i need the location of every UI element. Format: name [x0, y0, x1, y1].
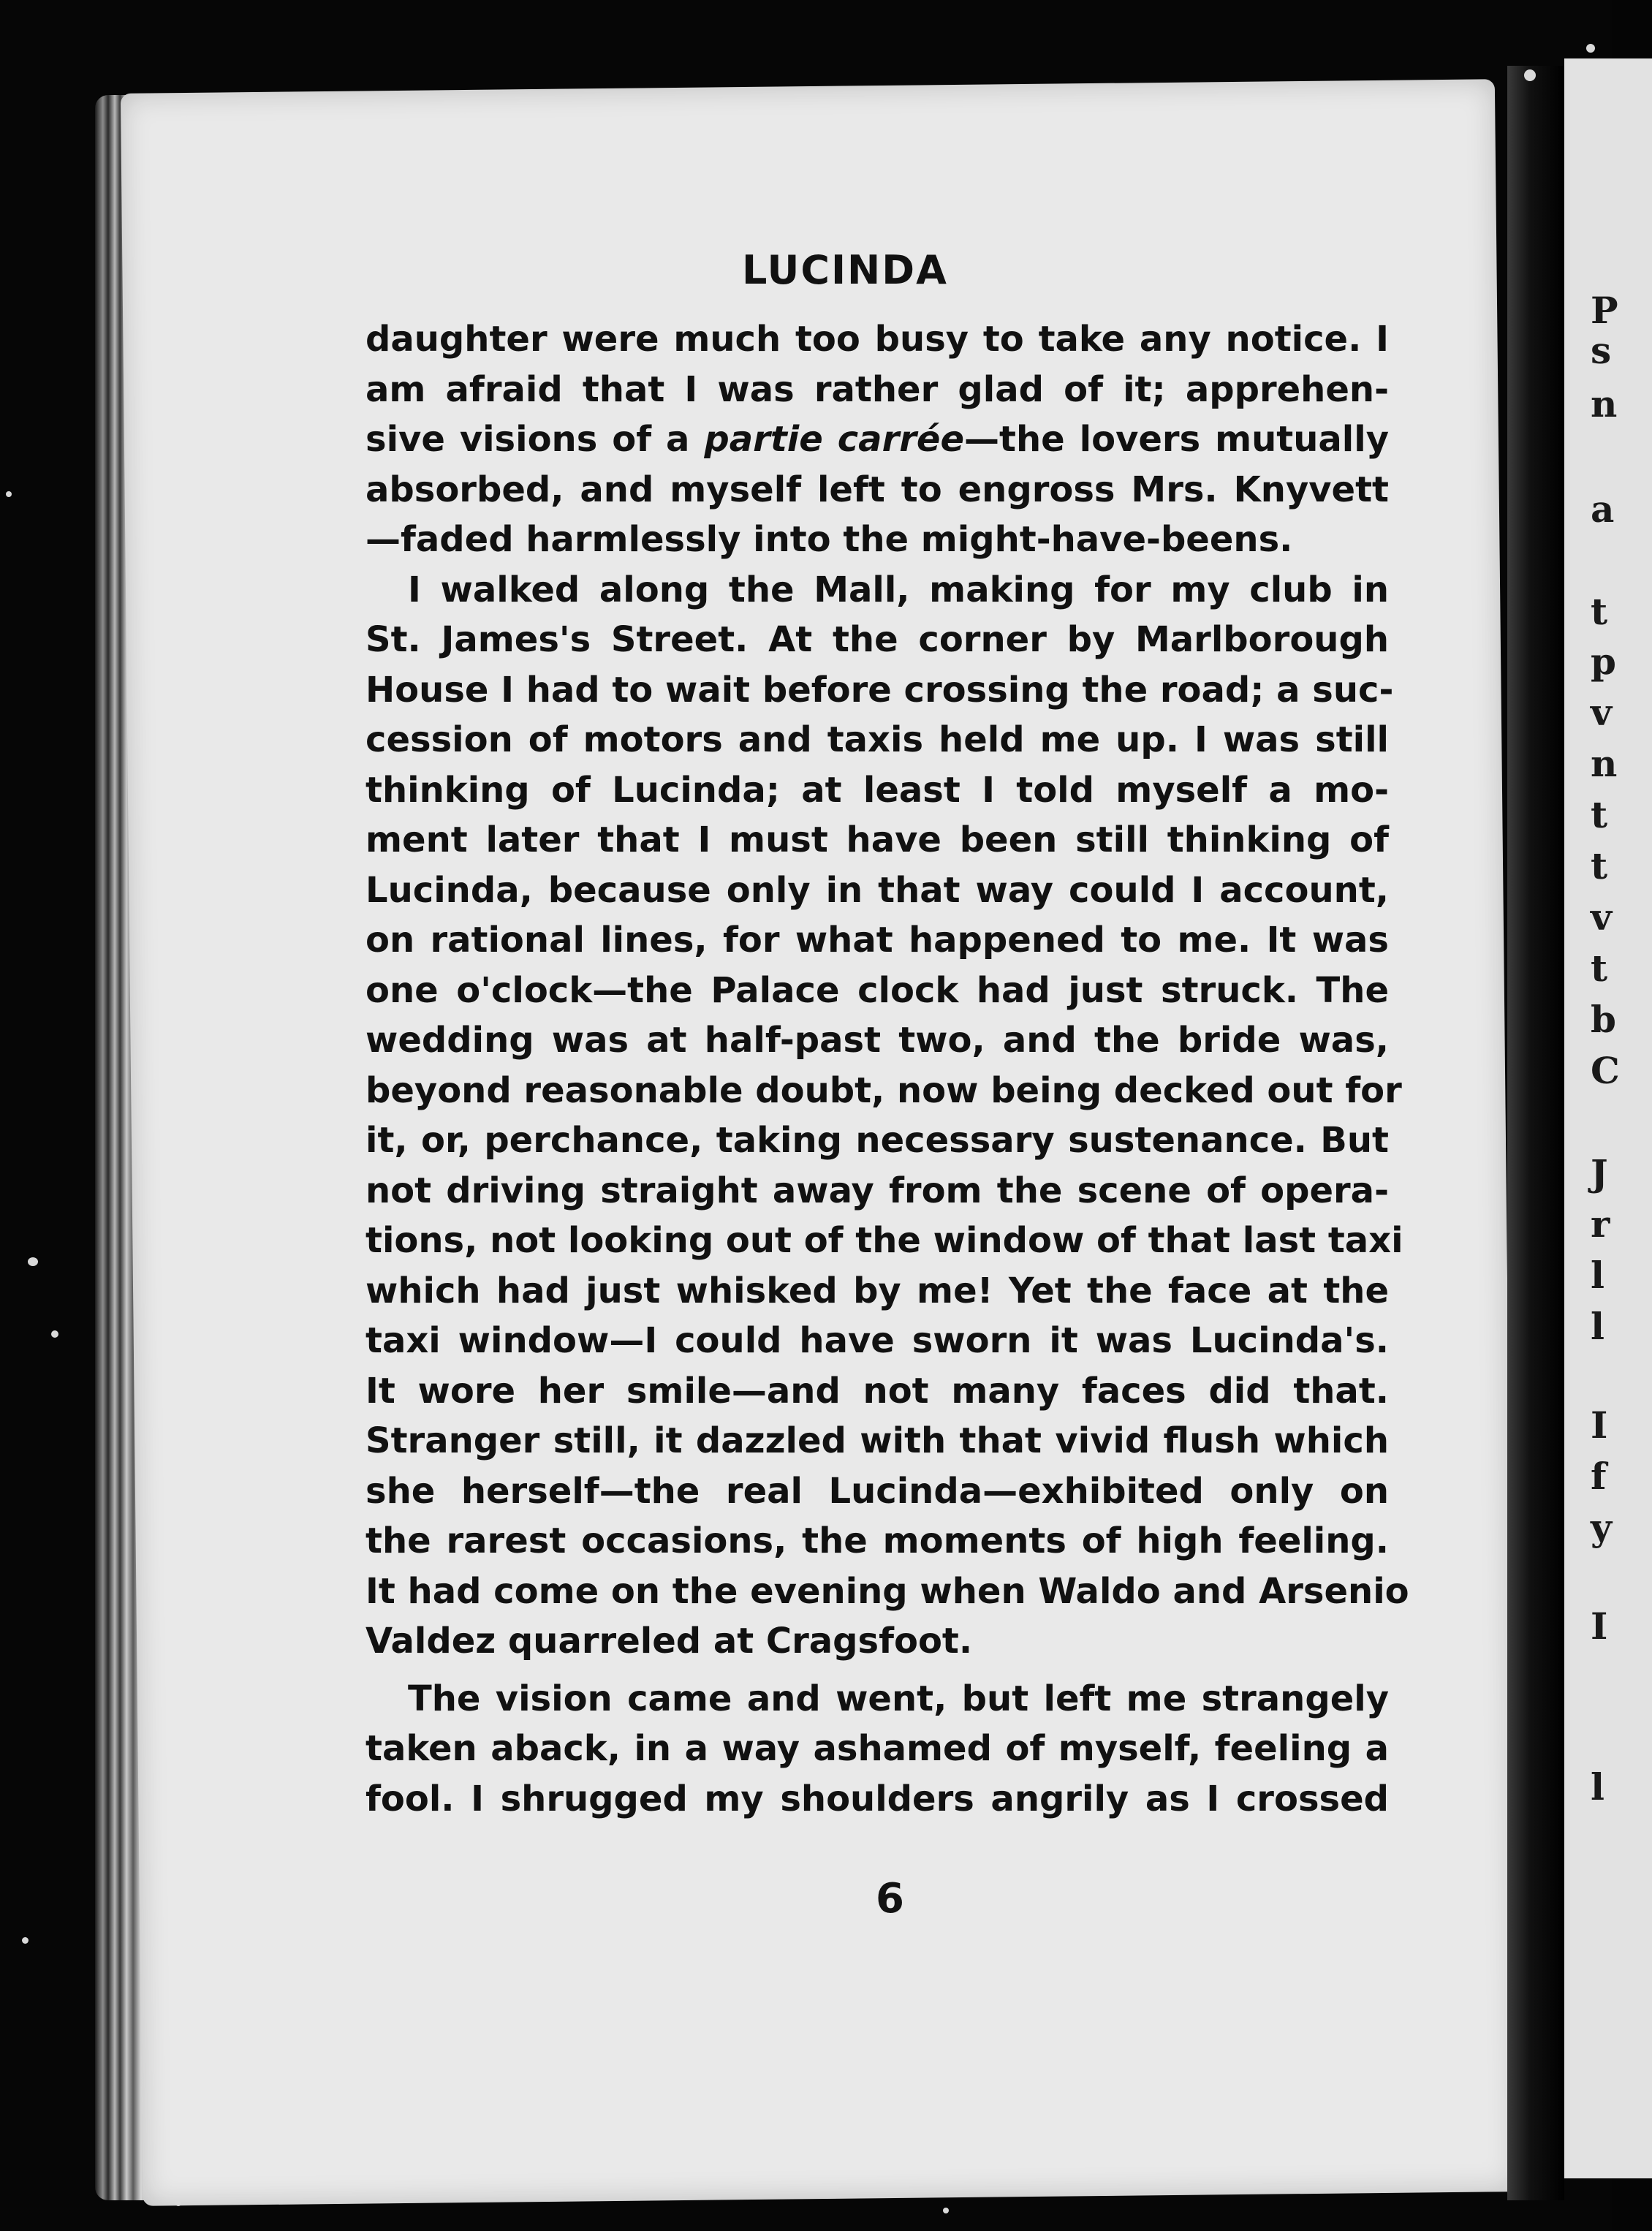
- text-line: Stranger still, it dazzled with that vivid flush which: [365, 1420, 1389, 1461]
- text-line: she herself—the real Lucinda—exhibited only on: [365, 1470, 1389, 1512]
- facing-page: [1564, 58, 1652, 2178]
- facing-page-letter: f: [1591, 1455, 1607, 1498]
- facing-page-letter: r: [1591, 1202, 1610, 1246]
- text-line: —faded harmlessly into the might-have-beens.: [365, 519, 1293, 560]
- text-line: ment later that I must have been still thinking of: [365, 819, 1389, 860]
- text-line: House I had to wait before crossing the road; a suc-: [365, 669, 1394, 711]
- text-line: taken aback, in a way ashamed of myself, feeling a: [365, 1728, 1389, 1769]
- facing-page-letter: I: [1591, 1404, 1608, 1447]
- facing-page-letter: P: [1591, 289, 1618, 332]
- running-head: LUCINDA: [742, 247, 948, 293]
- text-line: I walked along the Mall, making for my club in: [408, 569, 1389, 610]
- text-line: the rarest occasions, the moments of high feeling.: [365, 1520, 1389, 1561]
- text-line: The vision came and went, but left me strangely: [408, 1678, 1389, 1719]
- text-line: sive visions of a partie carrée—the lovers mutually: [365, 419, 1390, 460]
- body-text: [365, 314, 1409, 1824]
- page-number: 6: [876, 1875, 904, 1923]
- book-gutter: [1507, 66, 1564, 2200]
- text-line: It had come on the evening when Waldo and Arsenio: [365, 1570, 1409, 1612]
- facing-page-letter: v: [1591, 691, 1613, 734]
- facing-page-letter: t: [1591, 844, 1608, 887]
- facing-page-letter: J: [1591, 1151, 1608, 1194]
- dust-speck: [51, 1330, 58, 1338]
- text-line: cession of motors and taxis held me up. I was still: [365, 719, 1389, 760]
- facing-page-letter: v: [1591, 895, 1613, 939]
- text-line: tions, not looking out of the window of that last taxi: [365, 1220, 1403, 1261]
- text-line: taxi window—I could have sworn it was Lucinda's.: [365, 1320, 1389, 1361]
- facing-page-letter: C: [1591, 1049, 1620, 1092]
- text-line: on rational lines, for what happened to me. It was: [365, 920, 1389, 961]
- text-line: one o'clock—the Palace clock had just struck. The: [365, 969, 1389, 1011]
- text-line: daughter were much too busy to take any notice. I: [365, 319, 1389, 360]
- text-line: absorbed, and myself left to engross Mrs. Knyvett: [365, 469, 1389, 510]
- text-line: fool. I shrugged my shoulders angrily as I crossed: [365, 1778, 1389, 1819]
- text-line: Valdez quarreled at Cragsfoot.: [365, 1621, 973, 1662]
- italic-phrase: partie carrée: [704, 419, 965, 460]
- text-line: It wore her smile—and not many faces did that.: [365, 1370, 1389, 1412]
- text-line: Lucinda, because only in that way could I account,: [365, 869, 1389, 911]
- text-line: am afraid that I was rather glad of it; apprehen-: [365, 368, 1389, 410]
- text-line: St. James's Street. At the corner by Marlborough: [365, 619, 1389, 660]
- facing-page-letter: I: [1591, 1605, 1608, 1648]
- dust-speck: [943, 2208, 949, 2213]
- facing-page-letter: l: [1591, 1305, 1604, 1348]
- text-line: wedding was at half-past two, and the bride was,: [365, 1020, 1389, 1061]
- text-line: thinking of Lucinda; at least I told myself a mo-: [365, 769, 1389, 811]
- text-line: it, or, perchance, taking necessary sustenance. But: [365, 1120, 1389, 1161]
- text-line: beyond reasonable doubt, now being decked out for: [365, 1069, 1402, 1111]
- facing-page-letter: t: [1591, 590, 1608, 633]
- facing-page-letter: l: [1591, 1254, 1604, 1297]
- facing-page-letter: a: [1591, 488, 1615, 531]
- dust-speck: [175, 2200, 181, 2206]
- text-line: not driving straight away from the scene of opera-: [365, 1170, 1389, 1211]
- dust-speck: [6, 491, 12, 497]
- facing-page-letter: p: [1591, 640, 1616, 683]
- dust-speck: [1586, 44, 1595, 53]
- dust-speck: [28, 1257, 38, 1266]
- facing-page-letter: y: [1591, 1506, 1613, 1549]
- facing-page-letter: t: [1591, 793, 1608, 836]
- facing-page-letter: t: [1591, 947, 1608, 990]
- dust-speck: [22, 1937, 29, 1944]
- facing-page-letter: s: [1591, 329, 1612, 372]
- dust-speck: [1524, 69, 1536, 81]
- text-line: which had just whisked by me! Yet the face at the: [365, 1270, 1389, 1311]
- facing-page-letter: b: [1591, 998, 1616, 1041]
- facing-page-letter: l: [1591, 1765, 1604, 1808]
- facing-page-letter: n: [1591, 382, 1618, 425]
- facing-page-letter: n: [1591, 742, 1618, 785]
